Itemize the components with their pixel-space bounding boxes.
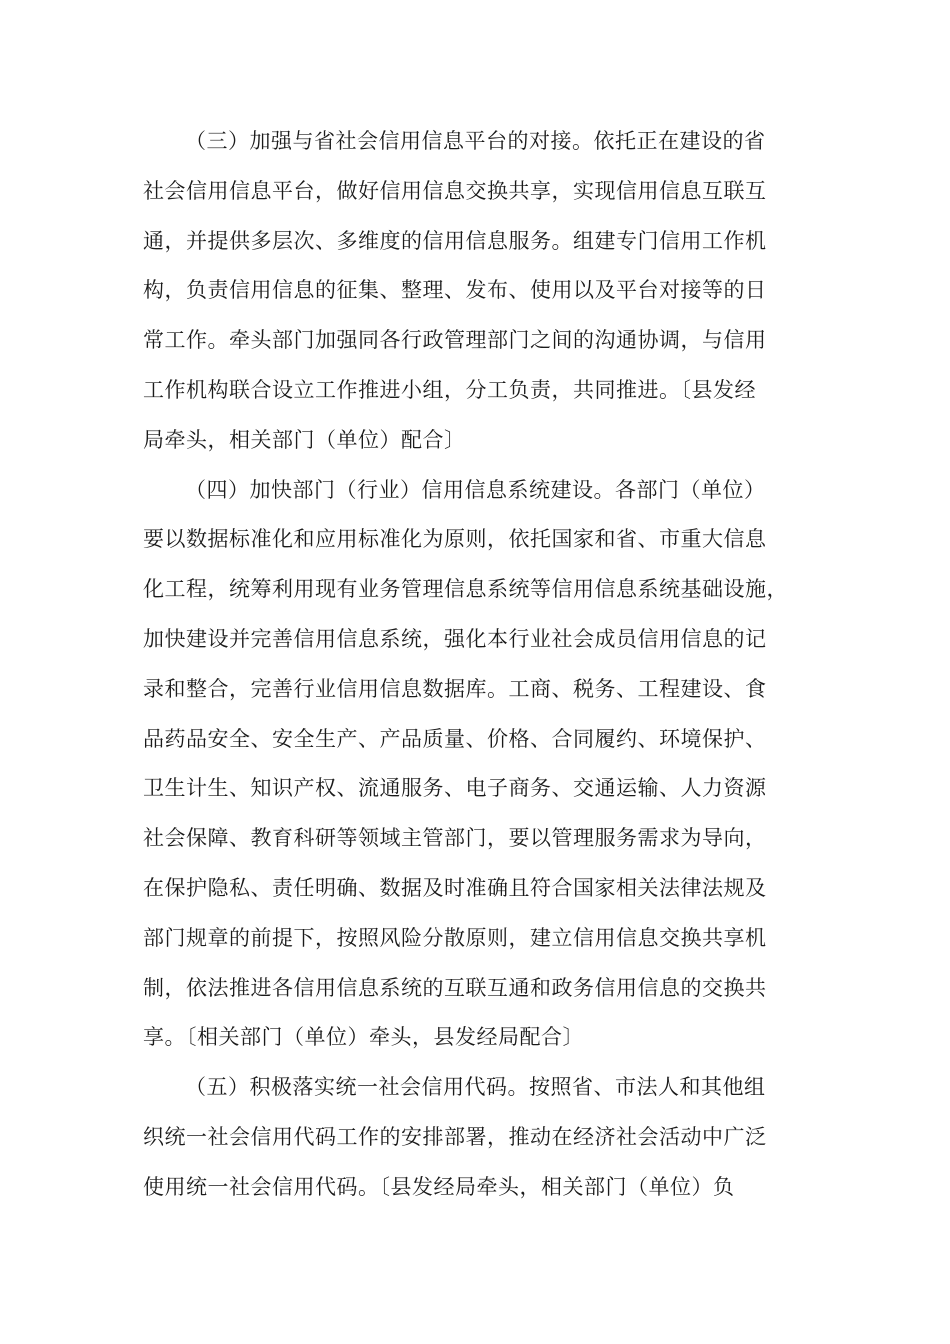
paragraph-line: 在保护隐私、责任明确、数据及时准确且符合国家相关法律法规及 (143, 875, 767, 900)
paragraph-line: 社会保障、教育科研等领域主管部门，要以管理服务需求为导向， (143, 826, 767, 851)
paragraph-line: 常工作。牵头部门加强同各行政管理部门之间的沟通协调，与信用 (143, 328, 767, 353)
paragraph-line: 工作机构联合设立工作推进小组，分工负责，共同推进。〔县发经 (143, 377, 756, 402)
document-body (143, 117, 823, 1213)
paragraph-line: 社会信用信息平台，做好信用信息交换共享，实现信用信息互联互 (143, 178, 767, 203)
paragraph-5 (143, 1063, 823, 1212)
paragraph-line: （三）加强与省社会信用信息平台的对接。依托正在建设的省 (185, 129, 766, 153)
paragraph-line: （四）加快部门（行业）信用信息系统建设。各部门（单位） (185, 477, 766, 502)
paragraph-line: 化工程，统筹利用现有业务管理信息系统等信用信息系统基础设施， (143, 577, 788, 602)
paragraph-line: 要以数据标准化和应用标准化为原则，依托国家和省、市重大信息 (143, 527, 767, 552)
paragraph-line: 通，并提供多层次、多维度的信用信息服务。组建专门信用工作机 (143, 228, 767, 253)
paragraph-line: （五）积极落实统一社会信用代码。按照省、市法人和其他组 (185, 1075, 766, 1100)
paragraph-line: 织统一社会信用代码工作的安排部署，推动在经济社会活动中广泛 (143, 1124, 767, 1149)
paragraph-line: 使用统一社会信用代码。〔县发经局牵头，相关部门（单位）负 (143, 1174, 735, 1199)
paragraph-line: 制，依法推进各信用信息系统的互联互通和政务信用信息的交换共 (143, 975, 767, 1000)
paragraph-line: 录和整合，完善行业信用信息数据库。工商、税务、工程建设、食 (143, 676, 767, 701)
paragraph-4 (143, 466, 823, 1064)
paragraph-line: 卫生计生、知识产权、流通服务、电子商务、交通运输、人力资源 (143, 776, 767, 801)
paragraph-line: 享。〔相关部门（单位）牵头，县发经局配合〕 (143, 1025, 584, 1050)
paragraph-line: 局牵头，相关部门（单位）配合〕 (143, 427, 466, 452)
paragraph-line: 部门规章的前提下，按照风险分散原则，建立信用信息交换共享机 (143, 925, 767, 950)
paragraph-3 (143, 117, 823, 466)
paragraph-line: 构，负责信用信息的征集、整理、发布、使用以及平台对接等的日 (143, 278, 767, 303)
paragraph-line: 加快建设并完善信用信息系统，强化本行业社会成员信用信息的记 (143, 626, 767, 651)
paragraph-line: 品药品安全、安全生产、产品质量、价格、合同履约、环境保护、 (143, 726, 767, 751)
